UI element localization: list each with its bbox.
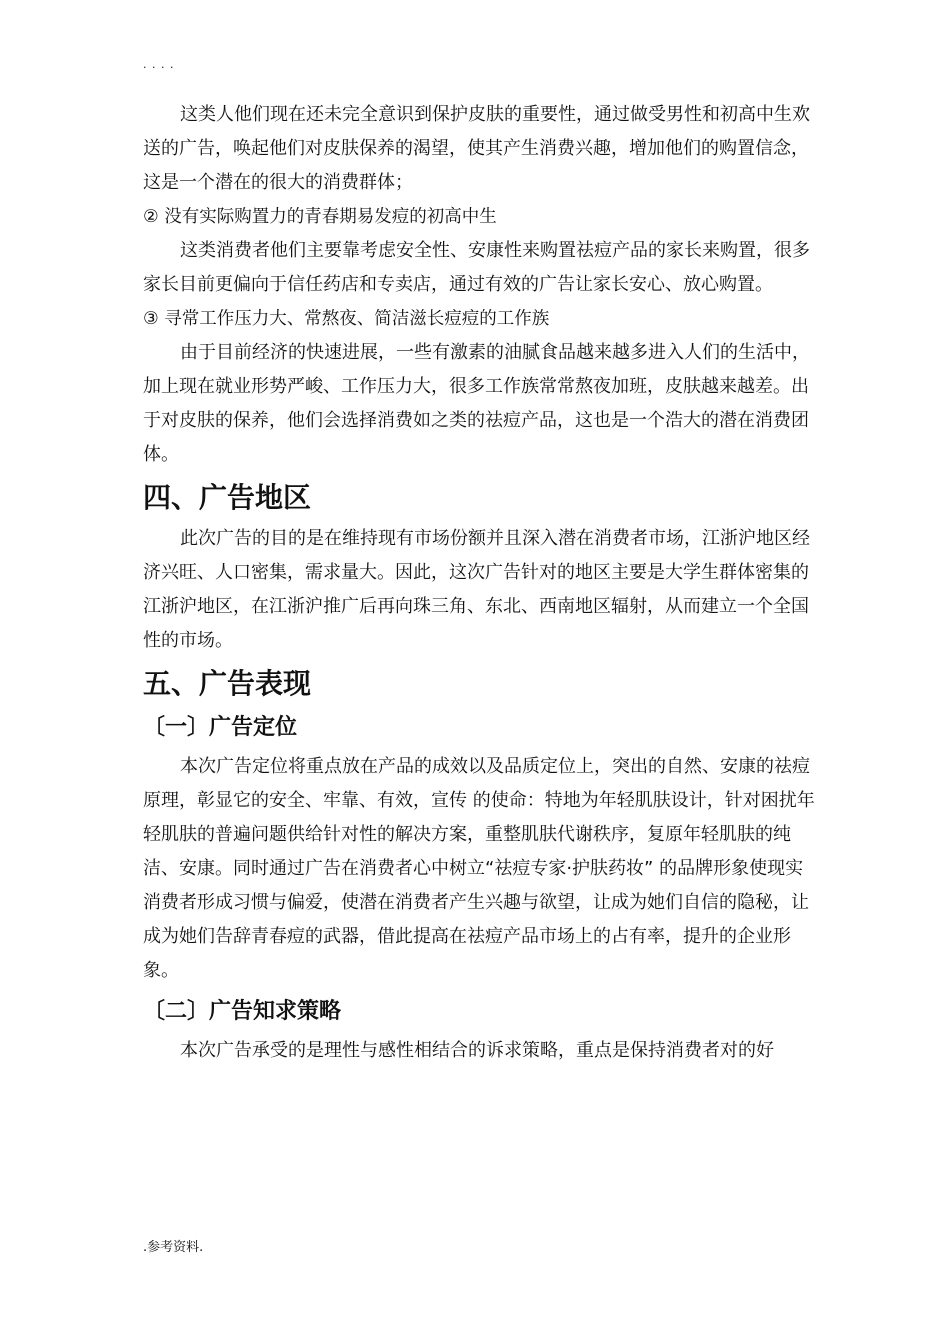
section-heading: 五、广告表现	[143, 667, 312, 700]
paragraph: 这类人他们现在还未完全意识到保护皮肤的重要性，通过做受男性和初高中生欢送的广告，唤起他们对皮肤保养的渴望，使其产生消费兴趣，增加他们的购置信念，这是一个潜在的很大的消费群体；	[143, 104, 810, 193]
header-dots: . . . .	[143, 58, 175, 71]
paragraph: 本次广告承受的是理性与感性相结合的诉求策略，重点是保持消费者对的好	[180, 1040, 774, 1061]
subsection-heading: 〔二〕广告知求策略	[143, 999, 342, 1024]
list-item: ② 没有实际购置力的青春期易发痘的初高中生	[143, 207, 497, 227]
section-heading: 四、广告地区	[143, 481, 312, 514]
subsection-heading: 〔一〕广告定位	[143, 715, 298, 740]
document-body	[143, 98, 815, 1068]
list-item: ③ 寻常工作压力大、常熬夜、简洁滋长痘痘的工作族	[143, 309, 550, 329]
paragraph: 这类消费者他们主要靠考虑安全性、安康性来购置祛痘产品的家长来购置，很多家长目前更偏向于信任药店和专卖店，通过有效的广告让家长安心、放心购置。	[143, 240, 810, 295]
paragraph: 由于目前经济的快速进展，一些有激素的油腻食品越来越多进入人们的生活中，加上现在就业形势严峻、工作压力大，很多工作族常常熬夜加班，皮肤越来越差。出于对皮肤的保养，他们会选择消费如之类的祛痘产品，这也是一个浩大的潜在消费团体。	[143, 342, 810, 465]
paragraph: 本次广告定位将重点放在产品的成效以及品质定位上，突出的自然、安康的祛痘原理，彰显它的安全、牢靠、有效，宣传 的使命：特地为年轻肌肤设计，针对困扰年轻肌肤的普遍问题供给针对性的解决方案，重整肌肤代谢秩序，复原年轻肌肤的纯洁、安康。同时通过广告在消费者心中树立“祛痘专家·护肤药妆” 的品牌形象使现实消费者形成习惯与偏爱，使潜在消费者产生兴趣与欲望，让成为她们自信的隐秘，让成为她们告辞青春痘的武器，借此提高在祛痘产品市场上的占有率，提升的企业形象。	[143, 756, 815, 981]
paragraph: 此次广告的目的是在维持现有市场份额并且深入潜在消费者市场，江浙沪地区经济兴旺、人口密集，需求量大。因此，这次广告针对的地区主要是大学生群体密集的江浙沪地区，在江浙沪推广后再向珠三角、东北、西南地区辐射，从而建立一个全国性的市场。	[143, 528, 810, 651]
footer-label: .参考资料.	[143, 1240, 204, 1255]
